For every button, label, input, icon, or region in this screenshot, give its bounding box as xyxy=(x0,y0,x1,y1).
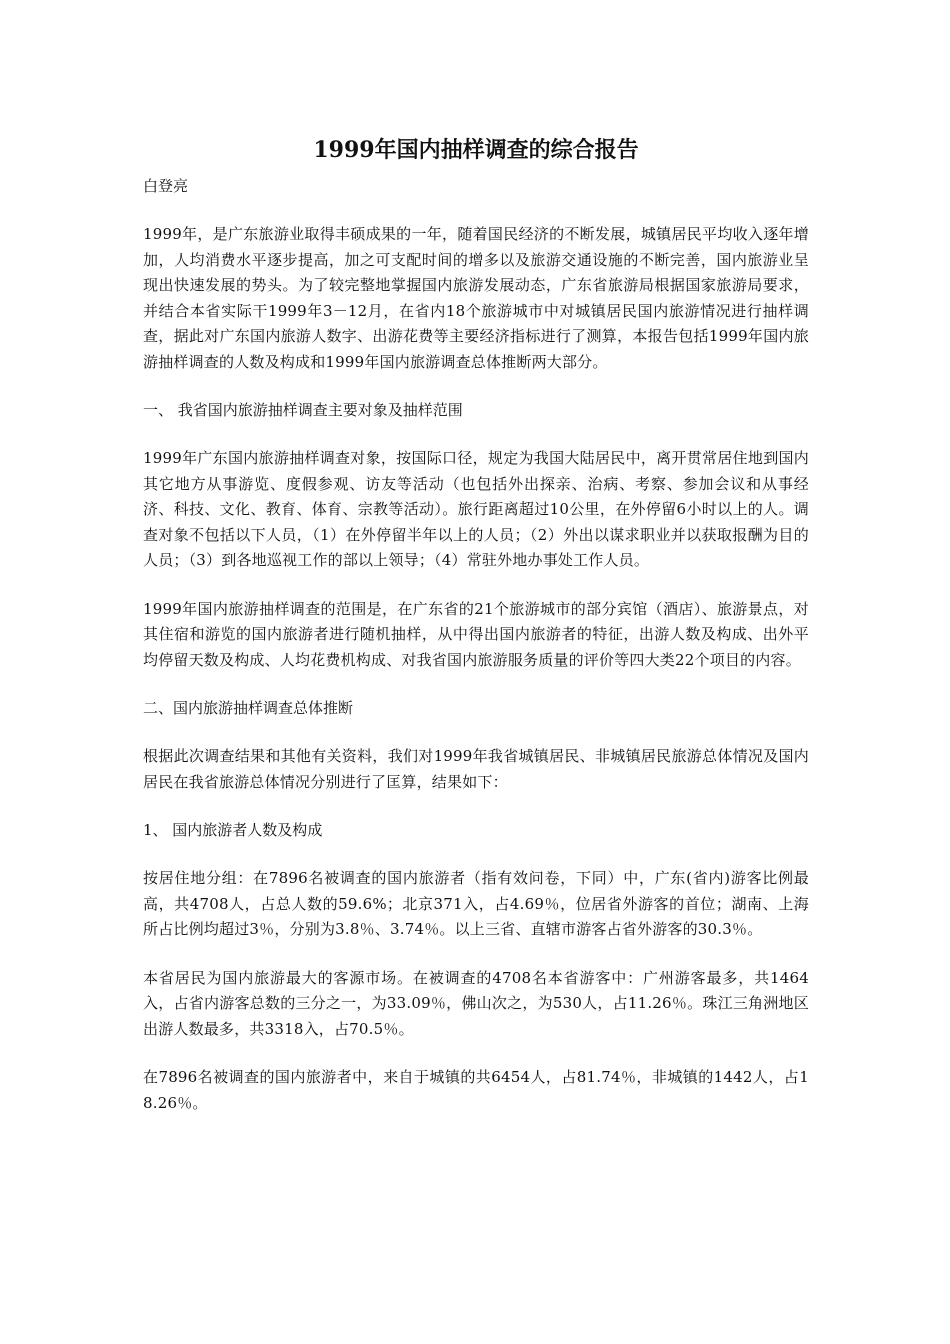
survey-object-paragraph: 1999年广东国内旅游抽样调查对象，按国际口径，规定为我国大陆居民中，离开贯常居住地到国内其它地方从事游览、度假参观、访友等活动（也包括外出探亲、治病、考察、参加会议和从事经济、科技、文化、教育、体育、宗教等活动）。旅行距离超过10公里，在外停留6小时以上的人。调查对象不包括以下人员，（1）在外停留半年以上的人员；（2）外出以谋求职业并以获取报酬为目的人员；（3）到各地巡视工作的部以上领导；（4）常驻外地办事处工作人员。 xyxy=(143,449,809,569)
document-title: 1999年国内抽样调查的综合报告 xyxy=(313,137,639,163)
province-residents-paragraph: 本省居民为国内旅游最大的客源市场。在被调查的4708名本省游客中：广州游客最多，共1464入，占省内游客总数的三分之一，为33.09％，佛山次之，为530人，占11.26％。珠江三角洲地区出游人数最多，共3318入，占70.5％。 xyxy=(143,968,809,1038)
urban-rural-paragraph: 在7896名被调查的国内旅游者中，来自于城镇的共6454人，占81.74％，非城镇的1442人，占18.26％。 xyxy=(143,1068,809,1112)
estimation-paragraph: 根据此次调查结果和其他有关资料，我们对1999年我省城镇居民、非城镇居民旅游总体情况及国内居民在我省旅游总体情况分别进行了匡算，结果如下： xyxy=(143,747,809,791)
residence-paragraph: 按居住地分组：在7896名被调查的国内旅游者（指有效问卷，下同）中，广东(省内)游客比例最高，共4708人，占总人数的59.6%；北京371入，占4.69％，位居省外游客的首位；湖南、上海所占比例均超过3％，分别为3.8％、3.74％。以上三省、直辖市游客占省外游客的30.3％。 xyxy=(143,869,809,938)
survey-scope-paragraph: 1999年国内旅游抽样调查的范围是，在广东省的21个旅游城市的部分宾馆（酒店）、旅游景点，对其住宿和游览的国内旅游者进行随机抽样，从中得出国内旅游者的特征，出游人数及构成、出外平均停留天数及构成、人均花费机构成、对我省国内旅游服务质量的评价等四大类22个项目的内容。 xyxy=(143,599,809,669)
section-heading-2: 二、国内旅游抽样调查总体推断 xyxy=(143,699,354,717)
document-body xyxy=(143,134,809,1139)
intro-paragraph: 1999年，是广东旅游业取得丰硕成果的一年，随着国民经济的不断发展，城镇居民平均收入逐年增加，人均消费水平逐步提高，加之可支配时间的增多以及旅游交通设施的不断完善，国内旅游业呈现出快速发展的势头。为了较完整地掌握国内旅游发展动态，广东省旅游局根据国家旅游局要求，并结合本省实际干1999年3－12月，在省内18个旅游城市中对城镇居民国内旅游情况进行抽样调查，据此对广东国内旅游人数字、出游花费等主要经济指标进行了测算，本报告包括1999年国内旅游抽样调查的人数及构成和1999年国内旅游调查总体推断两大部分。 xyxy=(143,225,809,371)
document-author: 白登亮 xyxy=(143,177,189,195)
section-heading-1: 一、 我省国内旅游抽样调查主要对象及抽样范围 xyxy=(143,401,463,419)
subsection-heading-1: 1、 国内旅游者人数及构成 xyxy=(143,821,323,839)
